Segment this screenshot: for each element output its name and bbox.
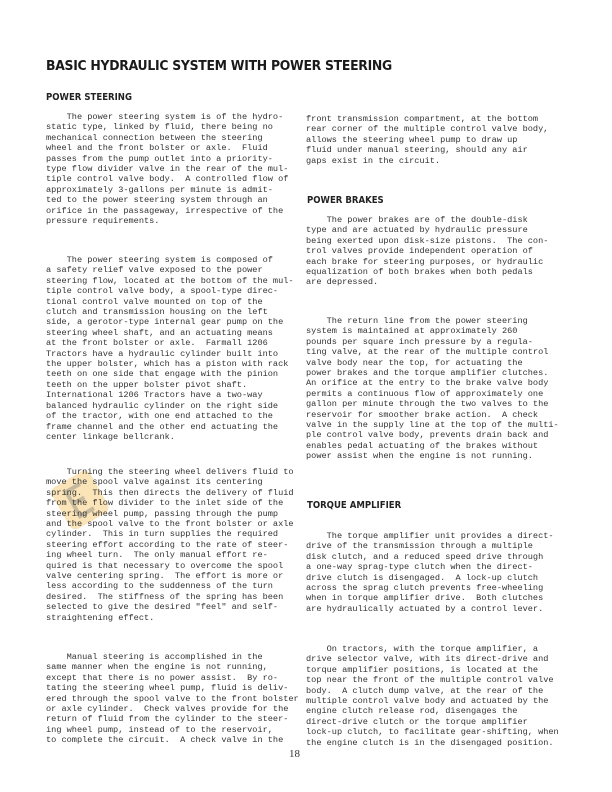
page-number: 18: [289, 748, 300, 760]
paragraph: The return line from the power steering system is maintained at approximately 260 pounds per square inch pressure by a regula- ting valve, at the rear of the multiple control valve body near the top, for actuating the power brakes and the torque amplifier clutches. An orifice at the entry to the brake valve body permits a continuous flow of approximately one gallon per minute through the two valves to the reservoir for smoother brake action. A check valve in the supply line at the top of the multi- ple control valve body, prevents drain back and enables pedal actuating of the brakes without power assist when the engine is not running.: [306, 316, 559, 462]
page-title: BASIC HYDRAULIC SYSTEM WITH POWER STEERING: [46, 58, 392, 74]
paragraph: The power steering system is composed of a safety relief valve exposed to the power steering flow, located at the bottom of the mul- tiple control valve body, a spool-type direc- tional control valve mounted on top of the clutch and transmission housing on the left side, a gerotor-type internal gear pump on the steering wheel shaft, and an actuating means at the front bolster or axle. Farmall 1206 Tractors have a hydraulic cylinder built into the upper bolster, which has a piston with rack teeth on one side that engage with the pinion teeth on the upper bolster pivot shaft. International 1206 Tractors have a two-way balanced hydraulic cylinder on the right side of the tractor, with one end attached to the frame channel and the other end actuating the center linkage bellcrank.: [46, 255, 294, 442]
paragraph-continuation: front transmission compartment, at the bottom rear corner of the multiple control valve body, allows the steering wheel pump to draw up fluid under manual steering, should any air gaps exist in the circuit.: [306, 114, 549, 166]
paragraph: The power brakes are of the double-disk type and are actuated by hydraulic pressure being exerted upon disk-size pistons. The con- trol valves provide independent operation of each brake for steering purposes, or hydraulic equalization of both brakes when both pedals are depressed.: [306, 215, 549, 288]
section-heading-torque-amplifier: TORQUE AMPLIFIER: [307, 500, 402, 511]
section-heading-power-steering: POWER STEERING: [46, 92, 132, 103]
paragraph: The power steering system is of the hydro- static type, linked by fluid, there being no mechanical connection between the steering wheel and the front bolster or axle. Fluid passes from the pump outlet into a priority- type flow divider valve in the rear of the mul- tiple control valve body. A controlled flow of approximately 3-gallons per minute is admit- ted to the power steering system through an orifice in the passageway, irrespective of the pressure requirements.: [46, 112, 289, 227]
paragraph: Manual steering is accomplished in the same manner when the engine is not running, except that there is no power assist. By ro- tating the steering wheel pump, fluid is deliv- ered through the spool valve to the front bolster or axle cylinder. Check valves provide for the return of fluid from the cylinder to the steer- ing wheel pump, instead of to the reservoir, to complete the circuit. A check valve in the: [46, 652, 299, 746]
section-heading-power-brakes: POWER BRAKES: [307, 195, 384, 206]
paragraph: The torque amplifier unit provides a direct- drive of the transmission through a multiple disk clutch, and a reduced speed drive through a one-way sprag-type clutch when the direct- drive clutch is disengaged. A lock-up clutch across the sprag clutch prevents free-wheeling when in torque amplifier drive. Both clutches are hydraulically actuated by a control lever.: [306, 531, 554, 614]
paragraph: On tractors, with the torque amplifier, a drive selector valve, with its direct-drive and torque amplifier positions, is located at the top near the front of the multiple control valve body. A clutch dump valve, at the rear of the multiple control valve body and actuated by the engine clutch release rod, disengages the direct-drive clutch or the torque amplifier lock-up clutch, to facilitate gear-shifting, when the engine clutch is in the disengaged position.: [306, 644, 559, 748]
paragraph: Turning the steering wheel delivers fluid to move the spool valve against its centering spring. This then directs the delivery of fluid from the flow divider to the inlet side of the steering wheel pump, passing through the pump and the spool valve to the front bolster or axle cylinder. This in turn supplies the required steering effort according to the rate of steer- ing wheel turn. The only manual effort re- quired is that necessary to overcome the spool valve centering spring. The effort is more or less according to the suddenness of the turn desired. The stiffness of the spring has been selected to give the desired "feel" and self- straightening effect.: [46, 467, 294, 623]
